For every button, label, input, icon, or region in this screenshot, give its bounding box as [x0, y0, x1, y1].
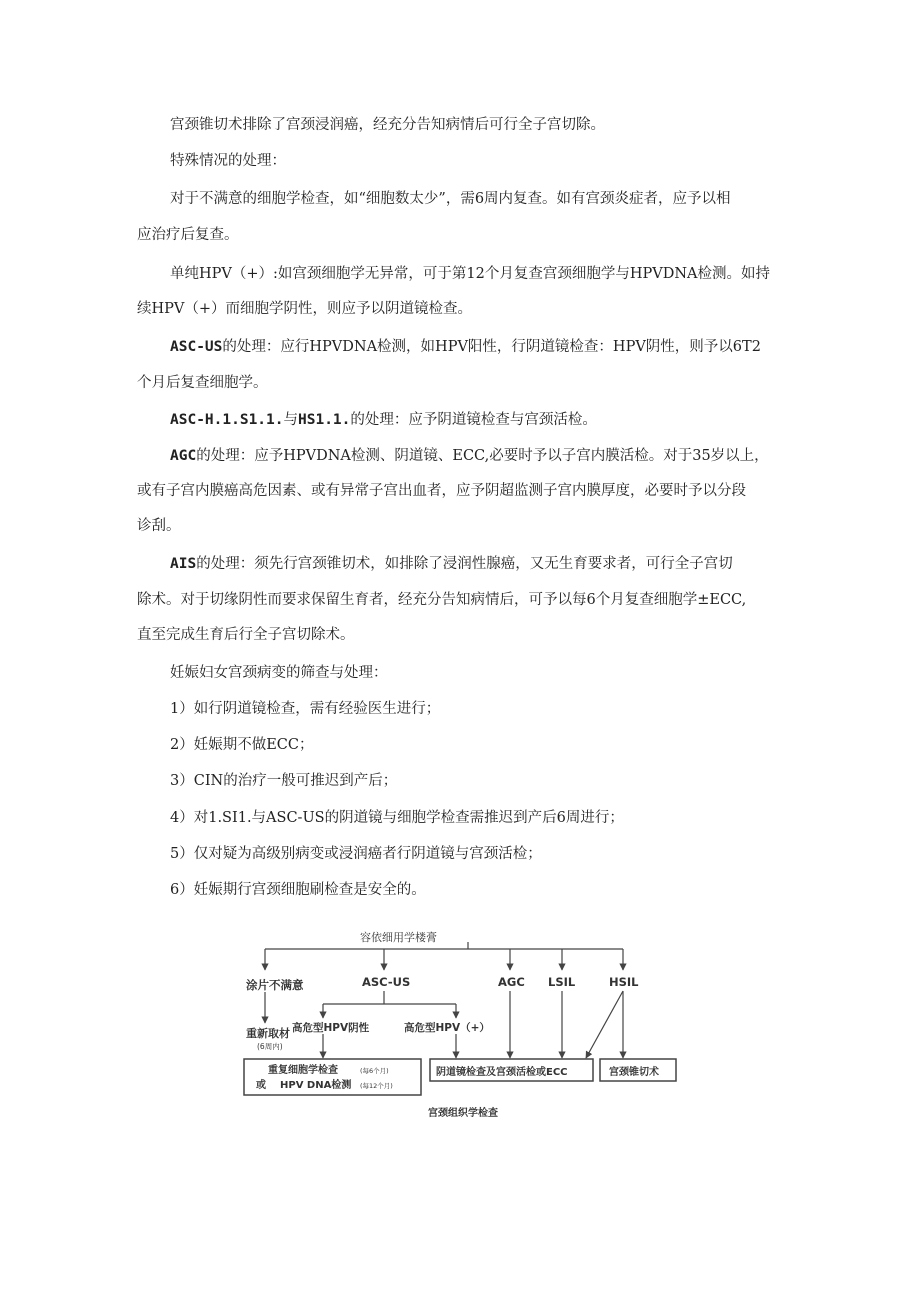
paragraph-agc-line3: 诊刮。 [137, 518, 181, 534]
asch-label: ASC-H.1.S1.1. [170, 412, 284, 428]
box-repeat-line1: 重复细胞学检查 [268, 1065, 338, 1076]
node-hpv-positive: 高危型HPV（+） [404, 1022, 490, 1034]
paragraph-ais-line3: 直至完成生育后行全子宫切除术。 [137, 627, 355, 643]
paragraph-ais-line2: 除术。对于切缘阴性而要求保留生育者，经充分告知病情后，可予以每6个月复查细胞学±ECC, [137, 592, 747, 608]
paragraph-unsatisfactory-line1: 对于不满意的细胞学检查，如“细胞数太少”，需6周内复查。如有宫颈炎症者，应予以相 [170, 191, 731, 207]
list-item: 3）CIN的治疗一般可推迟到产后； [170, 773, 398, 789]
agc-text: 的处理：应予HPVDNA检测、阴道镜、ECC,必要时予以子宫内膜活检。对于35岁以上， [196, 448, 769, 464]
list-item: 6）妊娠期行宫颈细胞刷检查是安全的。 [170, 882, 426, 898]
ais-label: AIS [170, 556, 197, 572]
box-repeat-or: 或 [256, 1080, 266, 1091]
paragraph-conization: 宫颈锥切术排除了宫颈浸润癌，经充分告知病情后可行全子宫切除。 [170, 117, 605, 133]
node-unsatisfactory: 涂片不满意 [246, 978, 304, 992]
node-resample: 重新取材 [246, 1027, 290, 1040]
agc-label: AGC [170, 448, 197, 464]
list-item: 2）妊娠期不做ECC； [170, 737, 314, 753]
box-colposcopy-label: 阴道镜检查及宫颈活检或ECC [436, 1067, 568, 1078]
box-repeat-line2: HPV DNA检测 [280, 1080, 352, 1091]
list-item: 1）如行阴道镜检查，需有经验医生进行； [170, 701, 441, 717]
node-hsil: HSIL [609, 975, 639, 989]
heading-pregnancy: 妊娠妇女宫颈病变的筛查与处理： [170, 665, 388, 681]
asch-text: 的处理：应予阴道镜检查与宫颈活检。 [350, 412, 597, 428]
ais-text: 的处理：须先行宫颈锥切术，如排除了浸润性腺癌，又无生育要求者，可行全子宫切 [196, 556, 733, 572]
ascus-text: 的处理：应行HPVDNA检测，如HPV阳性，行阴道镜检查：HPV阴性，则予以6T2 [222, 339, 761, 355]
box-repeat-note2: (每12个月) [360, 1082, 393, 1090]
flow-top-label: 容依细用学楼膏 [360, 931, 437, 944]
resample-note: (6周内) [257, 1042, 283, 1051]
node-lsil: LSIL [548, 975, 576, 989]
arrow-hsil-to-colposcopy [586, 991, 623, 1058]
asch-mid: 与 [283, 412, 298, 428]
paragraph-unsatisfactory-line2: 应治疗后复查。 [137, 227, 239, 243]
ascus-label: ASC-US [170, 339, 223, 355]
list-item: 5）仅对疑为高级别病变或浸润癌者行阴道镜与宫颈活检； [170, 846, 542, 862]
flow-bottom-label: 宫颈组织学检查 [428, 1108, 498, 1119]
node-agc: AGC [498, 975, 525, 989]
node-ascus: ASC-US [362, 975, 411, 989]
hsil-label: HS1.1. [298, 412, 351, 428]
paragraph-ascus-line2: 个月后复查细胞学。 [137, 375, 268, 391]
heading-special-cases: 特殊情况的处理： [170, 153, 286, 169]
list-item: 4）对1.SI1.与ASC-US的阴道镜与细胞学检查需推迟到产后6周进行； [170, 810, 624, 826]
paragraph-hpv-line1: 单纯HPV（+）:如宫颈细胞学无异常，可于第12个月复查宫颈细胞学与HPVDNA检测。如持 [170, 266, 771, 282]
box-repeat-note1: (每6个月) [360, 1067, 389, 1075]
paragraph-agc-line2: 或有子宫内膜癌高危因素、或有异常子宫出血者，应予阴超监测子宫内膜厚度，必要时予以分段 [137, 483, 746, 499]
box-conization-label: 宫颈锥切术 [609, 1067, 659, 1078]
paragraph-hpv-line2: 续HPV（+）而细胞学阴性，则应予以阴道镜检查。 [137, 301, 473, 317]
node-hpv-negative: 高危型HPV阴性 [292, 1022, 370, 1034]
